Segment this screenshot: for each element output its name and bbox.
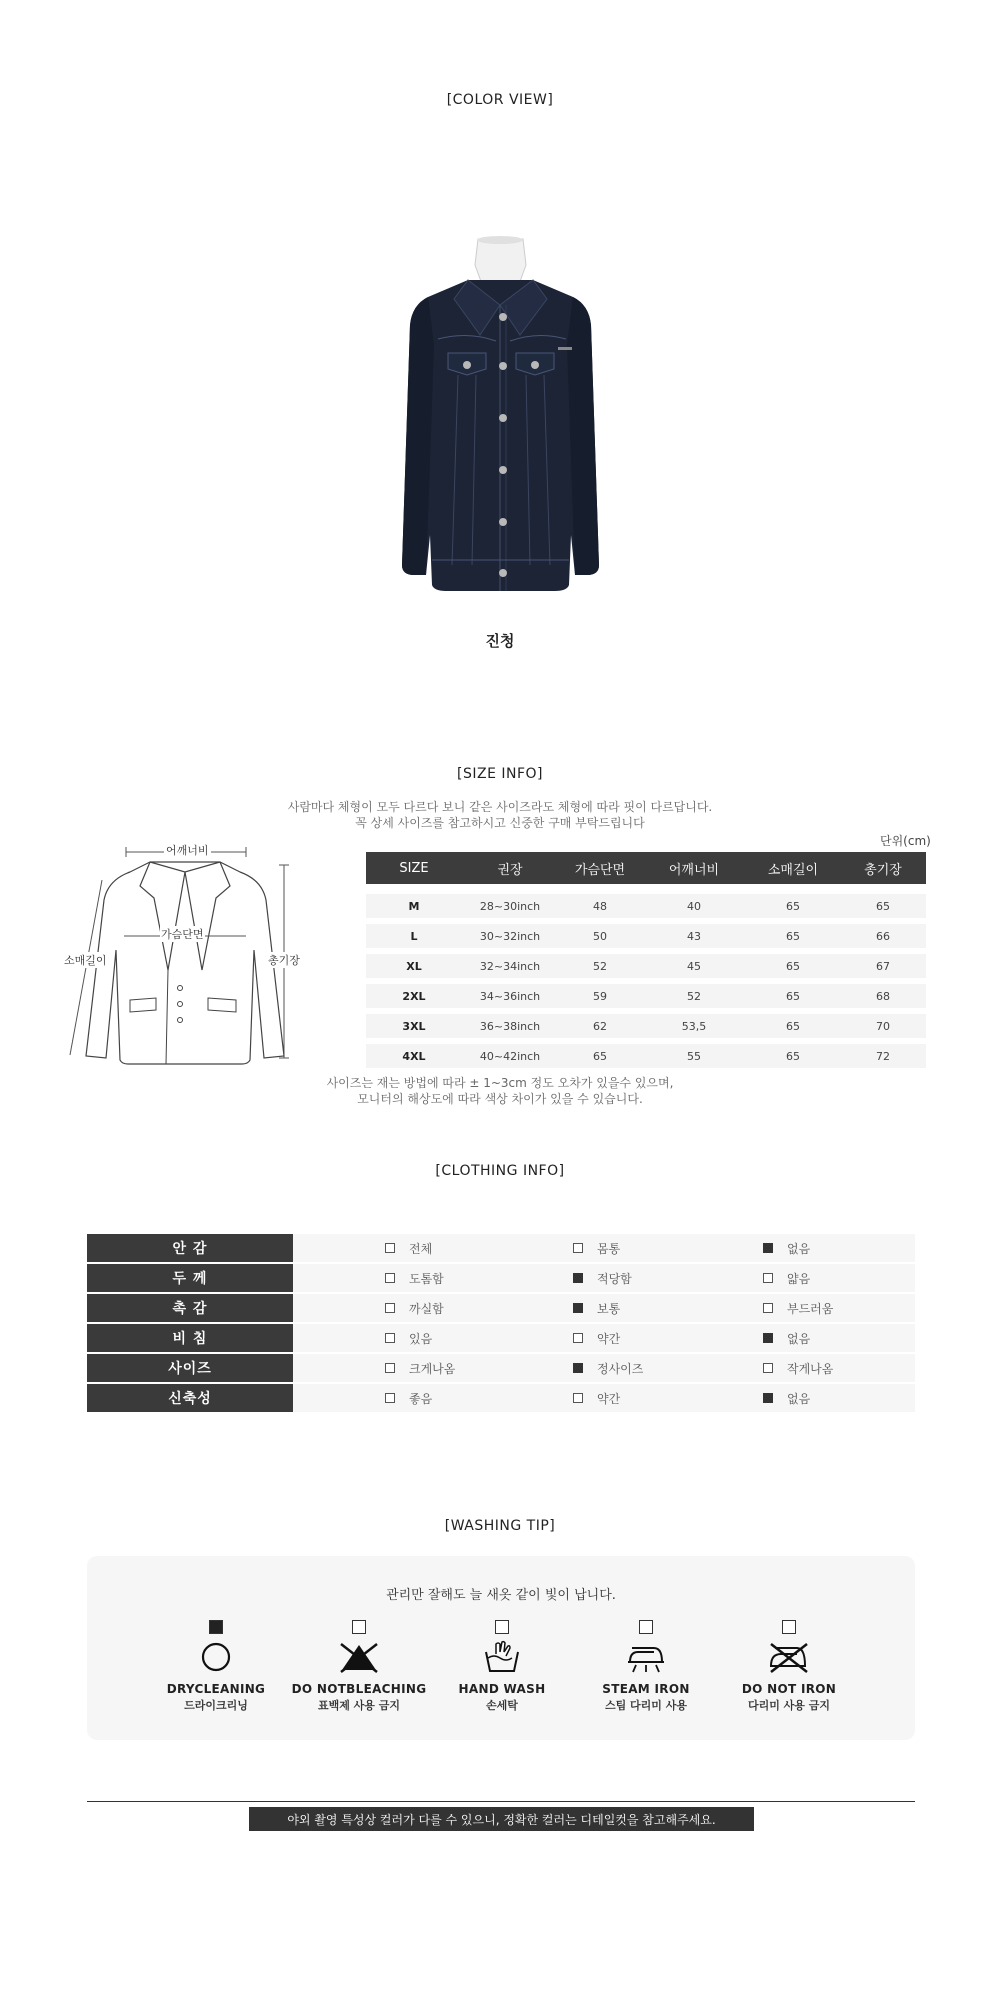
checkbox bbox=[763, 1363, 773, 1373]
washing-tip-panel bbox=[87, 1556, 915, 1740]
table-cell: 65 bbox=[786, 1049, 800, 1063]
row-label: 촉 감 bbox=[87, 1294, 293, 1322]
table-cell: XL bbox=[406, 959, 422, 973]
product-image-denim-jacket bbox=[368, 235, 633, 610]
row-label: 안 감 bbox=[87, 1234, 293, 1262]
table-row bbox=[366, 1014, 926, 1038]
table-cell: L bbox=[410, 929, 418, 943]
drycleaning-icon bbox=[196, 1640, 236, 1674]
row-label: 비 침 bbox=[87, 1324, 293, 1352]
table-cell: 53,5 bbox=[681, 1019, 707, 1033]
table-cell: 52 bbox=[687, 989, 701, 1003]
table-cell: 59 bbox=[593, 989, 607, 1003]
table-cell: 32~34inch bbox=[479, 959, 541, 973]
option-label: 없음 bbox=[787, 1331, 811, 1346]
checkbox bbox=[385, 1303, 395, 1313]
wash-item-hand-wash bbox=[427, 1620, 577, 1713]
table-cell: 67 bbox=[876, 959, 890, 973]
table-cell: 65 bbox=[593, 1049, 607, 1063]
size-footnote-line-2: 모니터의 해상도에 따라 색상 차이가 있을 수 있습니다. bbox=[357, 1092, 643, 1106]
wash-item-no-bleach bbox=[284, 1620, 434, 1713]
checkbox-checked bbox=[763, 1393, 773, 1403]
table-cell: 50 bbox=[593, 929, 607, 943]
header-cell: SIZE bbox=[399, 860, 429, 876]
option-label: 약간 bbox=[597, 1391, 621, 1406]
clothing-row-thickness bbox=[87, 1264, 915, 1292]
bottom-notice: 야외 촬영 특성상 컬러가 다를 수 있으니, 정확한 컬러는 디테일컷을 참고해주세요. bbox=[249, 1807, 754, 1831]
header-cell: 소매길이 bbox=[767, 862, 819, 878]
checkbox bbox=[385, 1363, 395, 1373]
option-label: 보통 bbox=[597, 1301, 621, 1316]
chest-label: 가슴단면 bbox=[161, 928, 204, 941]
table-row bbox=[366, 924, 926, 948]
checkbox bbox=[385, 1393, 395, 1403]
checkbox-checked bbox=[763, 1333, 773, 1343]
clothing-row-stretch bbox=[87, 1384, 915, 1412]
no-iron-icon bbox=[767, 1640, 811, 1674]
option-label: 약간 bbox=[597, 1331, 621, 1346]
clothing-row-fit bbox=[87, 1354, 915, 1382]
checkbox bbox=[495, 1620, 509, 1634]
table-cell: 55 bbox=[687, 1049, 701, 1063]
divider bbox=[87, 1801, 915, 1802]
option-label: 작게나옴 bbox=[787, 1361, 834, 1376]
row-label: 사이즈 bbox=[87, 1354, 293, 1382]
option-label: 전체 bbox=[409, 1241, 433, 1256]
no-bleach-icon bbox=[337, 1640, 381, 1674]
clothing-info-table bbox=[87, 1234, 915, 1414]
wash-item-steam-iron bbox=[571, 1620, 721, 1713]
option-label: 크게나옴 bbox=[409, 1361, 456, 1376]
checkbox-checked bbox=[573, 1363, 583, 1373]
size-info-title: [SIZE INFO] bbox=[457, 766, 543, 782]
checkbox bbox=[385, 1243, 395, 1253]
washing-tip-title: [WASHING TIP] bbox=[444, 1518, 556, 1534]
table-cell: 72 bbox=[876, 1049, 890, 1063]
table-cell: 65 bbox=[786, 1019, 800, 1033]
wash-label-en: DO NOTBLEACHING bbox=[291, 1682, 427, 1696]
clothing-row-texture bbox=[87, 1294, 915, 1322]
size-notice-line-1: 사람마다 체형이 모두 다르다 보니 같은 사이즈라도 체형에 따라 핏이 다르답니다. bbox=[287, 800, 713, 814]
checkbox-checked bbox=[763, 1243, 773, 1253]
wash-label-ko: 표백제 사용 금지 bbox=[317, 1699, 401, 1712]
checkbox bbox=[573, 1333, 583, 1343]
washing-message: 관리만 잘해도 늘 새옷 같이 빛이 납니다. bbox=[386, 1588, 616, 1603]
sleeve-label: 소매길이 bbox=[64, 954, 107, 967]
unit-label: 단위(cm) bbox=[880, 834, 931, 848]
table-row bbox=[366, 954, 926, 978]
clothing-row-sheerness bbox=[87, 1324, 915, 1352]
checkbox bbox=[782, 1620, 796, 1634]
table-cell: 48 bbox=[593, 899, 607, 913]
measurement-diagram bbox=[58, 840, 308, 1070]
checkbox bbox=[385, 1273, 395, 1283]
checkbox-checked bbox=[573, 1303, 583, 1313]
header-cell: 총기장 bbox=[864, 862, 902, 878]
table-cell: 45 bbox=[687, 959, 701, 973]
table-cell: 65 bbox=[786, 959, 800, 973]
wash-item-drycleaning bbox=[141, 1620, 291, 1713]
size-table-header bbox=[366, 852, 926, 884]
table-cell: 3XL bbox=[402, 1019, 426, 1033]
table-row bbox=[366, 1044, 926, 1068]
table-cell: 65 bbox=[786, 899, 800, 913]
checkbox bbox=[352, 1620, 366, 1634]
table-cell: 30~32inch bbox=[479, 929, 541, 943]
table-cell: 40 bbox=[687, 899, 701, 913]
row-label: 두 께 bbox=[87, 1264, 293, 1292]
wash-item-no-iron bbox=[714, 1620, 864, 1713]
hand-wash-icon bbox=[480, 1640, 524, 1674]
checkbox bbox=[385, 1333, 395, 1343]
size-notice-line-2: 꼭 상세 사이즈를 참고하시고 신중한 구매 부탁드립니다 bbox=[355, 816, 645, 830]
table-cell: 65 bbox=[786, 989, 800, 1003]
option-label: 몸통 bbox=[597, 1241, 621, 1256]
table-cell: 65 bbox=[786, 929, 800, 943]
wash-label-ko: 스팀 다리미 사용 bbox=[604, 1699, 688, 1712]
clothing-row-lining bbox=[87, 1234, 915, 1262]
table-cell: 40~42inch bbox=[479, 1049, 541, 1063]
table-cell: 28~30inch bbox=[479, 899, 541, 913]
header-cell: 권장 bbox=[497, 862, 523, 878]
option-label: 없음 bbox=[787, 1391, 811, 1406]
option-label: 없음 bbox=[787, 1241, 811, 1256]
table-cell: 66 bbox=[876, 929, 890, 943]
table-cell: 43 bbox=[687, 929, 701, 943]
option-label: 얇음 bbox=[787, 1271, 811, 1286]
checkbox bbox=[763, 1273, 773, 1283]
table-cell: 70 bbox=[876, 1019, 890, 1033]
wash-label-ko: 다리미 사용 금지 bbox=[747, 1699, 831, 1712]
option-label: 좋음 bbox=[409, 1391, 433, 1406]
header-cell: 가슴단면 bbox=[574, 862, 626, 878]
option-label: 부드러움 bbox=[787, 1301, 834, 1316]
size-footnote-line-1: 사이즈는 재는 방법에 따라 ± 1~3cm 정도 오차가 있을수 있으며, bbox=[326, 1076, 674, 1090]
checkbox bbox=[573, 1393, 583, 1403]
checkbox-checked bbox=[209, 1620, 223, 1634]
wash-label-en: DRYCLEANING bbox=[166, 1682, 266, 1696]
color-view-title: [COLOR VIEW] bbox=[446, 92, 554, 108]
table-row bbox=[366, 894, 926, 918]
table-cell: 52 bbox=[593, 959, 607, 973]
checkbox bbox=[639, 1620, 653, 1634]
table-cell: 2XL bbox=[402, 989, 426, 1003]
table-row bbox=[366, 984, 926, 1008]
table-cell: 4XL bbox=[402, 1049, 426, 1063]
clothing-info-title: [CLOTHING INFO] bbox=[435, 1163, 565, 1179]
option-label: 까실함 bbox=[409, 1301, 444, 1316]
checkbox-checked bbox=[573, 1273, 583, 1283]
checkbox bbox=[763, 1303, 773, 1313]
wash-label-en: STEAM IRON bbox=[602, 1682, 690, 1696]
wash-label-en: DO NOT IRON bbox=[741, 1682, 837, 1696]
option-label: 도톰함 bbox=[409, 1271, 444, 1286]
wash-label-ko: 손세탁 bbox=[486, 1699, 518, 1712]
table-cell: 34~36inch bbox=[479, 989, 541, 1003]
wash-label-en: HAND WASH bbox=[458, 1682, 546, 1696]
table-cell: 65 bbox=[876, 899, 890, 913]
table-cell: 36~38inch bbox=[479, 1019, 541, 1033]
table-cell: 68 bbox=[876, 989, 890, 1003]
checkbox bbox=[573, 1243, 583, 1253]
table-cell: 62 bbox=[593, 1019, 607, 1033]
steam-iron-icon bbox=[624, 1640, 668, 1674]
row-label: 신축성 bbox=[87, 1384, 293, 1412]
option-label: 있음 bbox=[409, 1331, 433, 1346]
size-table bbox=[366, 852, 926, 1068]
option-label: 적당함 bbox=[597, 1271, 632, 1286]
length-label: 총기장 bbox=[268, 954, 300, 967]
wash-label-ko: 드라이크리닝 bbox=[184, 1699, 248, 1712]
option-label: 정사이즈 bbox=[597, 1361, 644, 1376]
color-name: 진청 bbox=[485, 632, 515, 650]
shoulder-label: 어깨너비 bbox=[166, 844, 209, 857]
table-cell: M bbox=[408, 899, 420, 913]
header-cell: 어깨너비 bbox=[668, 862, 720, 878]
